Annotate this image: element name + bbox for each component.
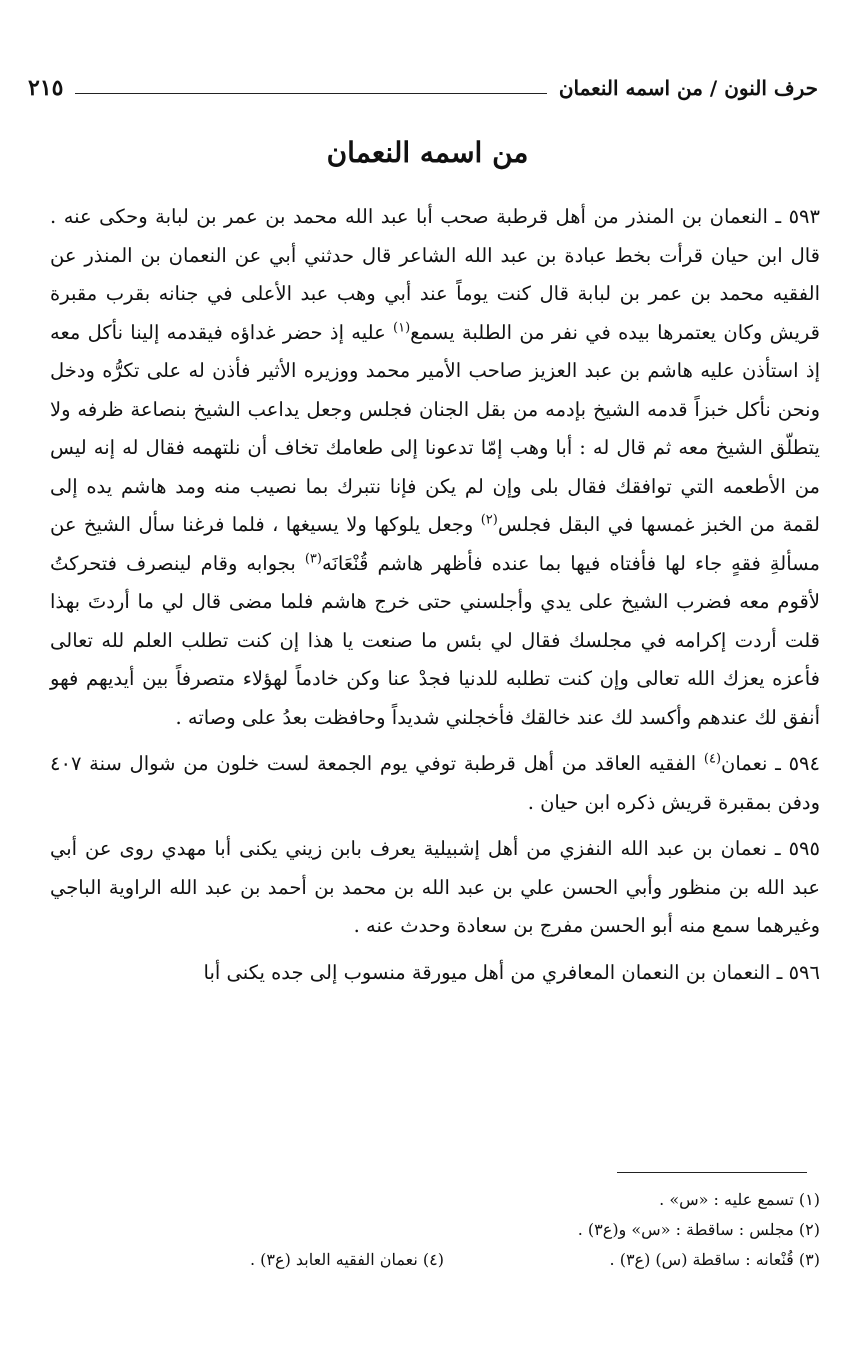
entry-number: ٥٩٥ ـ <box>774 837 820 860</box>
body-text <box>50 198 820 1000</box>
footnote-4: (٤) نعمان الفقيه العابد (ع٣) . <box>250 1250 444 1269</box>
entry-text: الفقيه العاقد من أهل قرطبة توفي يوم الجمعة لست خلون من شوال سنة ٤٠٧ ودفن بمقبرة قريش ذكره ابن حيان . <box>50 752 820 814</box>
footnote-marker-2: (٢) <box>480 512 498 528</box>
footnote-marker-3: (٣) <box>304 551 322 566</box>
entry-text: نعمان بن عبد الله النفزي من أهل إشبيلية يعرف بابن زيني يكنى أبا مهدي روى عن أبي عبد الله بن منظور وأبي الحسن علي بن عبد الله بن محمد بن أحمد بن عبد الله الراوية الباجي وغيرهما سمع منه أبو الحسن مفرج بن سعادة وحدث عنه . <box>50 837 820 937</box>
footnote-marker-4: (٤) <box>703 751 722 767</box>
running-header <box>28 68 818 108</box>
entry-593 <box>50 198 820 737</box>
entry-596 <box>50 954 820 993</box>
footnote-3: (٣) قُنْعانه : ساقطة (س) (ع٣) . <box>609 1250 820 1269</box>
footnote-marker-1: (١) <box>393 320 411 335</box>
chapter-title: من اسمه النعمان <box>326 136 529 169</box>
entry-number: ٥٩٣ ـ <box>775 205 820 228</box>
footnote-1: (١) تسمع عليه : «س» . <box>659 1190 820 1209</box>
entry-text: وجعل يلوكها ولا يسيغها ، فلما فرغنا سأل الشيخ عن مسألةِ فقهٍ جاء لها فأفتاه فيها بما عنده فأظهر هاشم قُنْعَانَه <box>50 513 820 575</box>
entry-text: بجوابه وقام لينصرف فتحركتُ لأقوم معه فضرب الشيخ على يدي وأجلسني حتى خرج هاشم فلما مضى قال لي ما أردتَ بهذا قلت أردت إكرامه في مجلسك فقال لي بئس ما صنعت يا هذا إن كنت تطلب العلم لله تعالى فأعزه يعزك الله تعالى وإن كنت تطلبه للدنيا فجدْ عنا وكن خادماً لهؤلاء متصرفاً بين أيديهم فهو أنفق لك عندهم وأكسد لك عند خالقك فأخجلني شديداً وحافظت بعدُ على وصاته . <box>50 551 820 729</box>
entry-594 <box>50 745 820 822</box>
entry-text: النعمان بن النعمان المعافري من أهل ميورقة منسوب إلى جده يكنى أبا <box>203 960 771 984</box>
header-rule <box>75 93 546 94</box>
entry-text: النعمان بن المنذر من أهل قرطبة صحب أبا عبد الله محمد بن عمر بن لبابة وحكى عنه . قال ابن حيان قرأت بخط عبادة بن عبد الله الشاعر قال حدثني أبي عن النعمان بن المنذر عن الفقيه محمد بن عمر بن لبابة قال كنت يوماً عند أبي وهب عبد الأعلى في جنانه بقرب مقبرة قريش وكان يعتمرها بيده في نفر من الطلبة يسمع <box>50 205 820 344</box>
page-number: ٢١٥ <box>28 75 64 101</box>
running-header-section: حرف النون / من اسمه النعمان <box>558 76 818 100</box>
footnote-rule <box>617 1172 807 1173</box>
entry-text: نعمان <box>721 752 768 775</box>
footnote-2: (٢) مجلس : ساقطة : «س» و(ع٣) . <box>577 1220 820 1239</box>
footnotes <box>50 1185 820 1275</box>
footnote-row <box>50 1245 820 1275</box>
entry-text: عليه إذ حضر غداؤه فيقدمه إلينا نأكل معه إذ استأذن عليه هاشم بن عبد العزيز صاحب الأمير محمد ووزيره الأثير فأذن له على تكرُّه ودخل ونحن نأكل خبزاً قدمه الشيخ بإدمه من بقل الجنان فجلس وجعل يداعب الشيخ بنصاعة ظرفه ولا يتطلّق الشيخ معه ثم قال له : أبا وهب إمّا تدعونا إلى طعامك تخاف أن نلتهمه فقال له إنه ليس من الأطعمه التي توافقك فقال بلى وإن لم يكن فإنا نتبرك بما نصيب منه ومد هاشم يده إلى لقمة من الخبز غمسها في البقل فجلس <box>50 320 821 536</box>
entry-number: ٥٩٤ ـ <box>775 752 820 775</box>
entry-595 <box>50 830 820 946</box>
entry-number: ٥٩٦ ـ <box>776 960 820 984</box>
